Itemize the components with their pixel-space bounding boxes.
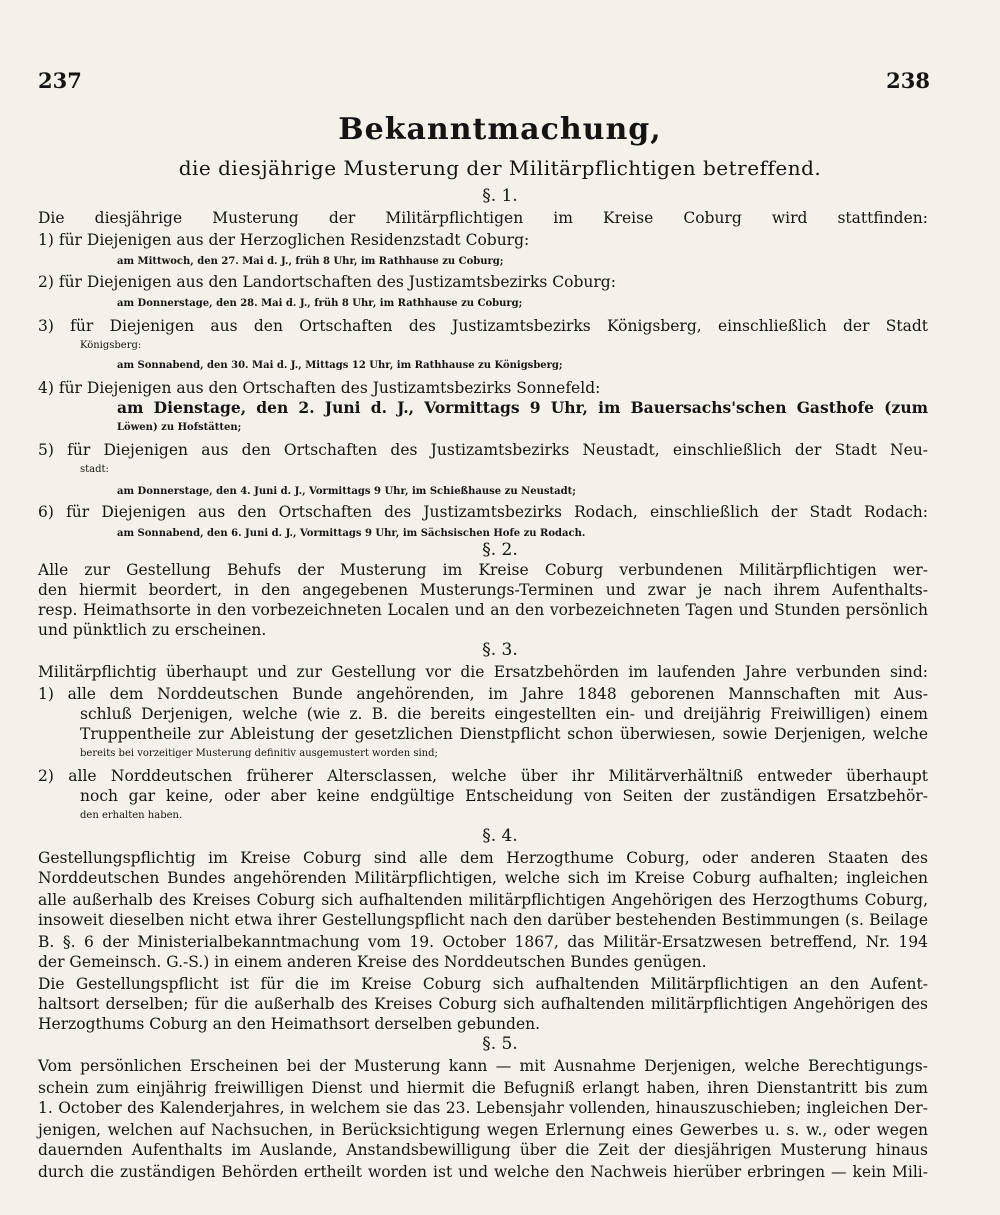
text-line: am Mittwoch, den 27. Mai d. J., früh 8 Uhr, im Rathhause zu Coburg; [117,256,504,267]
text-line: 4) für Diejenigen aus den Ortschaften des Justizamtsbezirks Sonnefeld: [38,379,601,397]
text-line: alle außerhalb des Kreises Coburg sich aufhaltenden militärpflichtigen Angehörigen des Herzogthums Coburg, [38,891,928,909]
text-line: 1) alle dem Norddeutschen Bunde angehörenden, im Jahre 1848 geborenen Mannschaften mit Aus- [38,685,928,703]
text-line: Gestellungspflichtig im Kreise Coburg sind alle dem Herzogthume Coburg, oder anderen Staaten des [38,849,928,867]
text-line: bereits bei vorzeitiger Musterung definitiv ausgemustert worden sind; [80,748,438,759]
text-line: schein zum einjährig freiwilligen Dienst und hiermit die Befugniß erlangt haben, ihren Dienstantritt bis zum [38,1079,928,1097]
text-line: Alle zur Gestellung Behufs der Musterung im Kreise Coburg verbundenen Militärpflichtigen wer- [38,561,928,579]
document-title: Bekanntmachung, [338,112,662,147]
text-line: 5) für Diejenigen aus den Ortschaften des Justizamtsbezirks Neustadt, einschließlich der Stadt Neu- [38,441,928,459]
page-number-left: 237 [38,68,82,93]
text-line: Militärpflichtig überhaupt und zur Gestellung vor die Ersatzbehörden im laufenden Jahre verbunden sind: [38,663,928,681]
text-line: am Donnerstage, den 4. Juni d. J., Vormittags 9 Uhr, im Schießhause zu Neustadt; [117,486,576,497]
text-line: der Gemeinsch. G.-S.) in einem anderen Kreise des Norddeutschen Bundes genügen. [38,953,707,971]
text-line: Die diesjährige Musterung der Militärpflichtigen im Kreise Coburg wird stattfinden: [38,209,928,227]
text-line: durch die zuständigen Behörden ertheilt worden ist und welche den Nachweis hierüber erbringen — kein Mili- [38,1163,928,1181]
text-line: insoweit dieselben nicht etwa ihrer Gestellungspflicht nach den darüber bestehenden Bestimmungen (s. Beilage [38,911,928,929]
text-line: 1) für Diejenigen aus der Herzoglichen Residenzstadt Coburg: [38,231,530,249]
text-line: noch gar keine, oder aber keine endgültige Entscheidung von Seiten der zuständigen Ersatzbehör- [80,787,928,805]
text-line: 2) für Diejenigen aus den Landortschaften des Justizamtsbezirks Coburg: [38,273,616,291]
text-line: und pünktlich zu erscheinen. [38,621,267,639]
text-line: Herzogthums Coburg an den Heimathsort derselben gebunden. [38,1015,541,1033]
section-heading-3: §. 3. [482,640,518,660]
text-line: stadt: [80,464,109,475]
text-line: jenigen, welchen auf Nachsuchen, in Berücksichtigung wegen Erlernung eines Gewerbes u. s. w., oder wegen [38,1121,928,1139]
section-heading-1: §. 1. [482,186,518,206]
text-line: Truppentheile zur Ableistung der gesetzlichen Dienstpflicht schon überwiesen, sowie Derjenigen, welche [80,725,928,743]
text-line: 1. October des Kalenderjahres, in welchem sie das 23. Lebensjahr vollenden, hinauszuschieben; ingleichen Der- [38,1099,928,1117]
section-heading-4: §. 4. [482,826,518,846]
text-line: Vom persönlichen Erscheinen bei der Musterung kann — mit Ausnahme Derjenigen, welche Berechtigungs- [38,1057,928,1075]
text-line: 6) für Diejenigen aus den Ortschaften des Justizamtsbezirks Rodach, einschließlich der Stadt Rodach: [38,503,928,521]
text-line: Die Gestellungspflicht ist für die im Kreise Coburg sich aufhaltenden Militärpflichtigen an den Aufent- [38,975,928,993]
text-line: am Dienstage, den 2. Juni d. J., Vormittags 9 Uhr, im Bauersachs'schen Gasthofe (zum [117,398,928,417]
text-line: Löwen) zu Hofstätten; [117,422,242,433]
text-line: B. §. 6 der Ministerialbekanntmachung vom 19. October 1867, das Militär-Ersatzwesen betreffend, Nr. 194 [38,933,928,951]
text-line: am Sonnabend, den 6. Juni d. J., Vormittags 9 Uhr, im Sächsischen Hofe zu Rodach. [117,528,586,539]
text-line: schluß Derjenigen, welche (wie z. B. die bereits eingestellten ein- und dreijährig Freiwilligen) einem [80,705,928,723]
text-line: am Sonnabend, den 30. Mai d. J., Mittags 12 Uhr, im Rathhause zu Königsberg; [117,360,563,371]
text-line: haltsort derselben; für die außerhalb des Kreises Coburg sich aufhaltenden militärpflichtigen Angehörigen des [38,995,928,1013]
section-heading-5: §. 5. [482,1034,518,1054]
section-heading-2: §. 2. [482,540,518,560]
text-line: den erhalten haben. [80,810,183,821]
text-line: Königsberg: [80,340,142,351]
text-line: 3) für Diejenigen aus den Ortschaften des Justizamtsbezirks Königsberg, einschließlich der Stadt [38,317,928,335]
text-line: resp. Heimathsorte in den vorbezeichneten Localen und an den vorbezeichneten Tagen und Stunden persönlich [38,601,928,619]
text-line: den hiermit beordert, in den angegebenen Musterungs-Terminen und zwar je nach ihrem Aufenthalts- [38,581,928,599]
page-number-right: 238 [886,68,930,93]
text-line: 2) alle Norddeutschen früherer Altersclassen, welche über ihr Militärverhältniß entweder überhaupt [38,767,928,785]
text-line: Norddeutschen Bundes angehörenden Militärpflichtigen, welche sich im Kreise Coburg aufhalten; ingleichen [38,869,928,887]
text-line: am Donnerstage, den 28. Mai d. J., früh 8 Uhr, im Rathhause zu Coburg; [117,298,523,309]
document-subtitle: die diesjährige Musterung der Militärpflichtigen betreffend. [178,156,822,180]
text-line: dauernden Aufenthalts im Auslande, Anstandsbewilligung über die Zeit der diesjährigen Musterung hinaus [38,1141,928,1159]
